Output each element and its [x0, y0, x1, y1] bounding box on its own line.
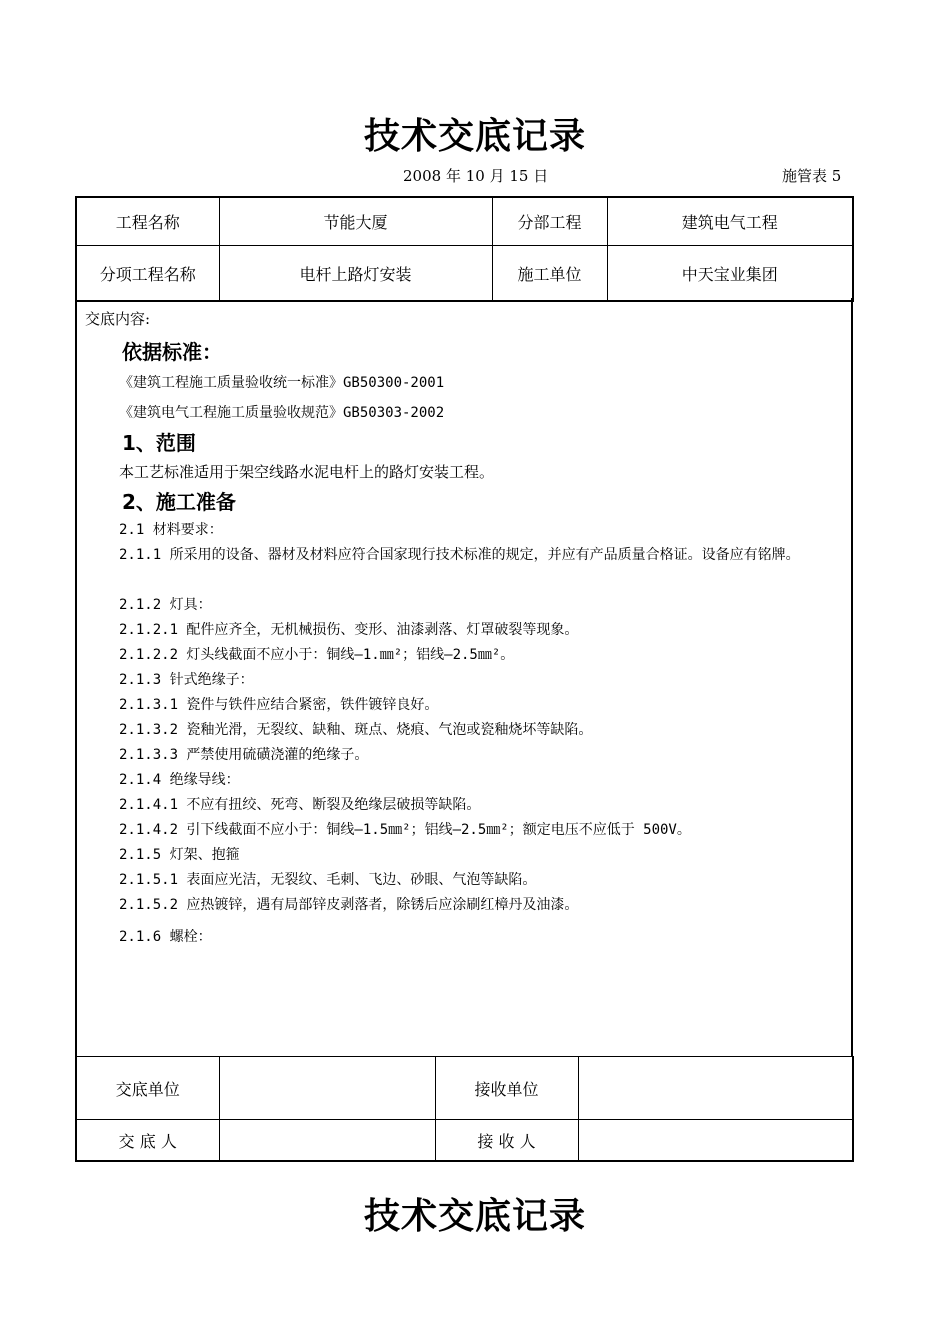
list-item: 2.1.5.1 表面应光洁，无裂纹、毛刺、飞边、砂眼、气泡等缺陷。	[119, 872, 537, 888]
contractor-value: 中天宝业集团	[607, 246, 853, 302]
list-item: 2.1.4 绝缘导线：	[119, 772, 240, 788]
list-item: 2.1.5.2 应热镀锌，遇有局部锌皮剥落者，除锈后应涂刷红樟丹及油漆。	[119, 897, 579, 913]
prep-heading: 2、施工准备	[122, 490, 236, 514]
header-table	[75, 196, 854, 302]
signature-table	[75, 1056, 854, 1162]
list-item: 2.1.4.1 不应有扭绞、死弯、断裂及绝缘层破损等缺陷。	[119, 797, 481, 813]
next-page-title: 技术交底记录	[363, 1196, 586, 1237]
basis-heading: 依据标准：	[122, 340, 222, 364]
scope-text: 本工艺标准适用于架空线路水泥电杆上的路灯安装工程。	[119, 463, 495, 481]
receiver-person-label: 接 收 人	[435, 1120, 578, 1162]
list-item: 2.1.6 螺栓：	[119, 929, 212, 945]
division-value: 建筑电气工程	[607, 197, 853, 246]
handover-person-label: 交 底 人	[76, 1120, 219, 1162]
scope-heading: 1、范围	[122, 431, 196, 455]
content-label: 交底内容:	[85, 310, 151, 328]
list-item: 2.1.3.1 瓷件与铁件应结合紧密，铁件镀锌良好。	[119, 697, 439, 713]
list-item: 2.1 材料要求：	[119, 522, 223, 538]
list-item: 2.1.3 针式绝缘子：	[119, 672, 254, 688]
contractor-label: 施工单位	[492, 246, 607, 302]
handover-unit-value	[219, 1057, 435, 1120]
form-number: 施管表 5	[782, 167, 842, 185]
page-title: 技术交底记录	[363, 116, 586, 157]
standard-2: 《建筑电气工程施工质量验收规范》GB50303-2002	[119, 405, 445, 421]
project-name-value: 节能大厦	[219, 197, 492, 246]
receiver-unit-label: 接收单位	[435, 1057, 578, 1120]
list-item: 2.1.3.2 瓷釉光滑，无裂纹、缺釉、斑点、烧痕、气泡或瓷釉烧坏等缺陷。	[119, 722, 593, 738]
project-name-label: 工程名称	[76, 197, 219, 246]
list-item: 2.1.3.3 严禁使用硫磺浇灌的绝缘子。	[119, 747, 369, 763]
subitem-value: 电杆上路灯安装	[219, 246, 492, 302]
list-item: 2.1.4.2 引下线截面不应小于：铜线—1.5㎜²；铝线—2.5㎜²；额定电压不应低于 500V。	[119, 822, 691, 838]
list-item: 2.1.2.2 灯头线截面不应小于：铜线—1.㎜²；铝线—2.5㎜²。	[119, 647, 515, 663]
standard-1: 《建筑工程施工质量验收统一标准》GB50300-2001	[119, 375, 445, 391]
receiver-person-value	[578, 1120, 853, 1162]
list-item: 2.1.2.1 配件应齐全，无机械损伤、变形、油漆剥落、灯罩破裂等现象。	[119, 622, 579, 638]
receiver-unit-value	[578, 1057, 853, 1120]
subitem-label: 分项工程名称	[76, 246, 219, 302]
content-section	[75, 298, 853, 1056]
division-label: 分部工程	[492, 197, 607, 246]
list-item: 2.1.2 灯具：	[119, 597, 212, 613]
record-date: 2008 年 10 月 15 日	[403, 167, 549, 185]
handover-person-value	[219, 1120, 435, 1162]
list-item: 2.1.5 灯架、抱箍	[119, 847, 240, 863]
list-item: 2.1.1 所采用的设备、器材及材料应符合国家现行技术标准的规定，并应有产品质量合格证。设备应有铭牌。	[119, 547, 800, 563]
handover-unit-label: 交底单位	[76, 1057, 219, 1120]
